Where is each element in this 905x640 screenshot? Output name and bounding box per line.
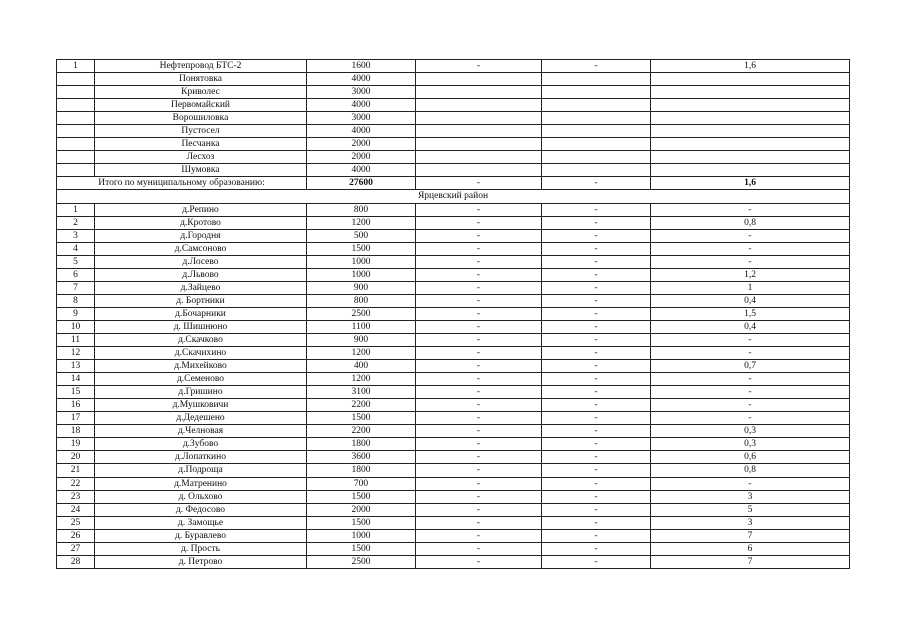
summary-col5: - [542,177,651,190]
table-row [57,438,850,451]
district-section-body [57,203,850,568]
table-row [57,112,850,125]
col6-value: - [651,203,850,216]
col4-value: - [416,542,542,555]
col4-value: - [416,347,542,360]
col4-value: - [416,320,542,333]
summary-col6: 1,6 [651,177,850,190]
length-value: 400 [307,360,416,373]
row-number: 8 [57,294,95,307]
settlement-name: Криволес [95,86,307,99]
table-row [57,73,850,86]
col4-value: - [416,464,542,477]
col6-value: - [651,347,850,360]
row-number: 28 [57,555,95,568]
col4-value: - [416,555,542,568]
col5-value: - [542,412,651,425]
settlement-name: д.Семеново [95,373,307,386]
col6-value: 0,4 [651,294,850,307]
length-value: 1000 [307,268,416,281]
summary-label: Итого по муниципальному образованию: [57,177,307,190]
length-value: 2500 [307,555,416,568]
col5-value: - [542,490,651,503]
length-value: 2000 [307,503,416,516]
table-row [57,229,850,242]
col6-value [651,125,850,138]
col5-value: - [542,216,651,229]
settlement-name: д.Городня [95,229,307,242]
col5-value: - [542,503,651,516]
col6-value: - [651,373,850,386]
table-row [57,347,850,360]
col5-value: - [542,255,651,268]
settlement-name: д. Шишнюно [95,320,307,333]
summary-col4: - [416,177,542,190]
length-value: 900 [307,281,416,294]
col4-value: - [416,60,542,73]
col5-value [542,125,651,138]
table-row [57,555,850,568]
col5-value: - [542,268,651,281]
col4-value: - [416,477,542,490]
length-value: 1500 [307,516,416,529]
col5-value: - [542,320,651,333]
settlement-name: Пустосел [95,125,307,138]
col6-value: 0,8 [651,216,850,229]
row-number: 25 [57,516,95,529]
col4-value: - [416,307,542,320]
settlement-name: д.Подроща [95,464,307,477]
length-value: 1800 [307,438,416,451]
col6-value: 0,8 [651,464,850,477]
length-value: 2000 [307,138,416,151]
row-number: 1 [57,203,95,216]
col4-value [416,138,542,151]
col5-value [542,151,651,164]
table-row [57,386,850,399]
length-value: 1000 [307,529,416,542]
col4-value [416,86,542,99]
row-number: 18 [57,425,95,438]
settlement-name: д.Самсоново [95,242,307,255]
row-number: 9 [57,307,95,320]
length-value: 700 [307,477,416,490]
row-number: 21 [57,464,95,477]
col5-value: - [542,399,651,412]
col5-value: - [542,529,651,542]
table-row [57,307,850,320]
table-row [57,503,850,516]
settlement-name: д.Бочарники [95,307,307,320]
col5-value: - [542,373,651,386]
length-value: 3100 [307,386,416,399]
length-value: 1200 [307,216,416,229]
col6-value [651,73,850,86]
settlement-name: д.Кротово [95,216,307,229]
col6-value [651,151,850,164]
row-number [57,112,95,125]
row-number: 4 [57,242,95,255]
col4-value: - [416,490,542,503]
settlement-name: д.Гришино [95,386,307,399]
length-value: 1000 [307,255,416,268]
table-row [57,425,850,438]
col5-value: - [542,555,651,568]
col6-value: - [651,399,850,412]
settlement-name: Песчанка [95,138,307,151]
settlement-name: д.Челновая [95,425,307,438]
col5-value: - [542,307,651,320]
col5-value: - [542,451,651,464]
row-number: 7 [57,281,95,294]
row-number: 1 [57,60,95,73]
col4-value: - [416,425,542,438]
row-number [57,86,95,99]
length-value: 4000 [307,99,416,112]
row-number [57,138,95,151]
col5-value [542,73,651,86]
col6-value [651,138,850,151]
row-number: 10 [57,320,95,333]
col4-value: - [416,294,542,307]
table-row [57,464,850,477]
settlement-name: д.Зайцево [95,281,307,294]
row-number: 24 [57,503,95,516]
table-row [57,281,850,294]
table-row [57,477,850,490]
table-row [57,516,850,529]
settlement-name: д.Зубово [95,438,307,451]
table-row [57,360,850,373]
col6-value [651,164,850,177]
table-row [57,490,850,503]
col4-value: - [416,386,542,399]
settlement-name: д.Львово [95,268,307,281]
col4-value: - [416,412,542,425]
col5-value: - [542,464,651,477]
table-row [57,451,850,464]
length-value: 1500 [307,242,416,255]
settlement-name: д.Дедешено [95,412,307,425]
length-value: 800 [307,203,416,216]
col4-value: - [416,529,542,542]
col6-value: 0,6 [651,451,850,464]
table-row [57,86,850,99]
row-number: 22 [57,477,95,490]
settlement-name: д. Федосово [95,503,307,516]
table-row [57,125,850,138]
col4-value: - [416,229,542,242]
settlement-name: д.Скачково [95,333,307,346]
settlement-name: д.Скачихино [95,347,307,360]
row-number: 2 [57,216,95,229]
table-row [57,412,850,425]
col4-value: - [416,203,542,216]
table-row [57,216,850,229]
col4-value: - [416,242,542,255]
settlement-name: Ворошиловка [95,112,307,125]
table-row [57,99,850,112]
col5-value [542,99,651,112]
col6-value: 7 [651,529,850,542]
col6-value [651,86,850,99]
col4-value [416,73,542,86]
row-number: 12 [57,347,95,360]
col6-value: - [651,386,850,399]
length-value: 3000 [307,86,416,99]
col6-value: 5 [651,503,850,516]
col6-value: - [651,255,850,268]
table-row [57,203,850,216]
col6-value [651,112,850,125]
col5-value: - [542,425,651,438]
col4-value: - [416,373,542,386]
col6-value: 6 [651,542,850,555]
col5-value: - [542,203,651,216]
col6-value: 0,7 [651,360,850,373]
settlement-name: д.Михейково [95,360,307,373]
table-row [57,542,850,555]
length-value: 1800 [307,464,416,477]
col4-value [416,125,542,138]
row-number: 19 [57,438,95,451]
col5-value [542,86,651,99]
settlement-name: Лесхоз [95,151,307,164]
col6-value: - [651,412,850,425]
length-value: 1100 [307,320,416,333]
length-value: 3000 [307,112,416,125]
col6-value: 1,6 [651,60,850,73]
settlement-name: д.Лосево [95,255,307,268]
district-title: Ярцевский район [57,190,850,203]
col6-value: 7 [651,555,850,568]
col5-value: - [542,477,651,490]
col4-value: - [416,281,542,294]
col6-value: - [651,229,850,242]
col6-value: 1,5 [651,307,850,320]
col6-value: - [651,333,850,346]
summary-length: 27600 [307,177,416,190]
col4-value: - [416,516,542,529]
first-section-body [57,60,850,177]
table-row [57,529,850,542]
settlement-name: д. Прость [95,542,307,555]
length-value: 3600 [307,451,416,464]
length-value: 2200 [307,399,416,412]
row-number: 14 [57,373,95,386]
row-number: 6 [57,268,95,281]
row-number: 16 [57,399,95,412]
length-value: 1200 [307,347,416,360]
col5-value [542,138,651,151]
table-row [57,151,850,164]
settlement-name: Понятовка [95,73,307,86]
col5-value: - [542,294,651,307]
col6-value: 0,4 [651,320,850,333]
length-value: 2000 [307,151,416,164]
table-row [57,138,850,151]
settlement-name: Нефтепровод БТС-2 [95,60,307,73]
length-value: 4000 [307,125,416,138]
row-number [57,125,95,138]
table-row [57,268,850,281]
col5-value: - [542,242,651,255]
col4-value [416,99,542,112]
length-value: 800 [307,294,416,307]
col5-value: - [542,281,651,294]
length-value: 1200 [307,373,416,386]
length-value: 900 [307,333,416,346]
col4-value: - [416,216,542,229]
col5-value [542,164,651,177]
col5-value: - [542,360,651,373]
col5-value: - [542,438,651,451]
summary-row [57,177,850,190]
col6-value: 3 [651,516,850,529]
col6-value: 3 [651,490,850,503]
settlement-name: д. Ольхово [95,490,307,503]
col4-value [416,112,542,125]
col6-value: - [651,242,850,255]
col4-value: - [416,503,542,516]
table-row [57,333,850,346]
table-row [57,294,850,307]
table-row [57,399,850,412]
row-number: 26 [57,529,95,542]
col4-value [416,151,542,164]
col4-value: - [416,268,542,281]
length-value: 500 [307,229,416,242]
settlement-name: д. Петрово [95,555,307,568]
length-value: 1500 [307,412,416,425]
row-number: 11 [57,333,95,346]
row-number: 13 [57,360,95,373]
col6-value [651,99,850,112]
row-number: 15 [57,386,95,399]
settlement-name: Шумовка [95,164,307,177]
col5-value: - [542,333,651,346]
col5-value: - [542,386,651,399]
table-row [57,60,850,73]
col5-value: - [542,60,651,73]
data-table [56,59,850,569]
col5-value [542,112,651,125]
table-row [57,373,850,386]
row-number: 27 [57,542,95,555]
length-value: 2200 [307,425,416,438]
length-value: 4000 [307,73,416,86]
col4-value: - [416,360,542,373]
col6-value: 0,3 [651,438,850,451]
settlement-name: д.Репино [95,203,307,216]
col6-value: 0,3 [651,425,850,438]
district-header-row [57,190,850,203]
col4-value: - [416,255,542,268]
settlement-name: д.Мушковичи [95,399,307,412]
col6-value: 1,2 [651,268,850,281]
col5-value: - [542,347,651,360]
settlement-name: д.Матренино [95,477,307,490]
col5-value: - [542,229,651,242]
col6-value: 1 [651,281,850,294]
length-value: 1500 [307,542,416,555]
row-number [57,73,95,86]
settlement-name: д. Буравлево [95,529,307,542]
table-row [57,320,850,333]
settlement-name: д. Бортники [95,294,307,307]
summary-body [57,177,850,203]
table-row [57,164,850,177]
settlement-name: Первомайский [95,99,307,112]
col5-value: - [542,542,651,555]
row-number: 3 [57,229,95,242]
col4-value: - [416,438,542,451]
col4-value: - [416,333,542,346]
length-value: 1600 [307,60,416,73]
length-value: 2500 [307,307,416,320]
table-row [57,242,850,255]
length-value: 4000 [307,164,416,177]
row-number [57,164,95,177]
settlement-name: д.Лопаткино [95,451,307,464]
row-number: 23 [57,490,95,503]
row-number [57,99,95,112]
row-number: 20 [57,451,95,464]
settlement-name: д. Замощье [95,516,307,529]
col6-value: - [651,477,850,490]
length-value: 1500 [307,490,416,503]
row-number [57,151,95,164]
col4-value: - [416,451,542,464]
col5-value: - [542,516,651,529]
row-number: 5 [57,255,95,268]
col4-value: - [416,399,542,412]
row-number: 17 [57,412,95,425]
col4-value [416,164,542,177]
table-row [57,255,850,268]
